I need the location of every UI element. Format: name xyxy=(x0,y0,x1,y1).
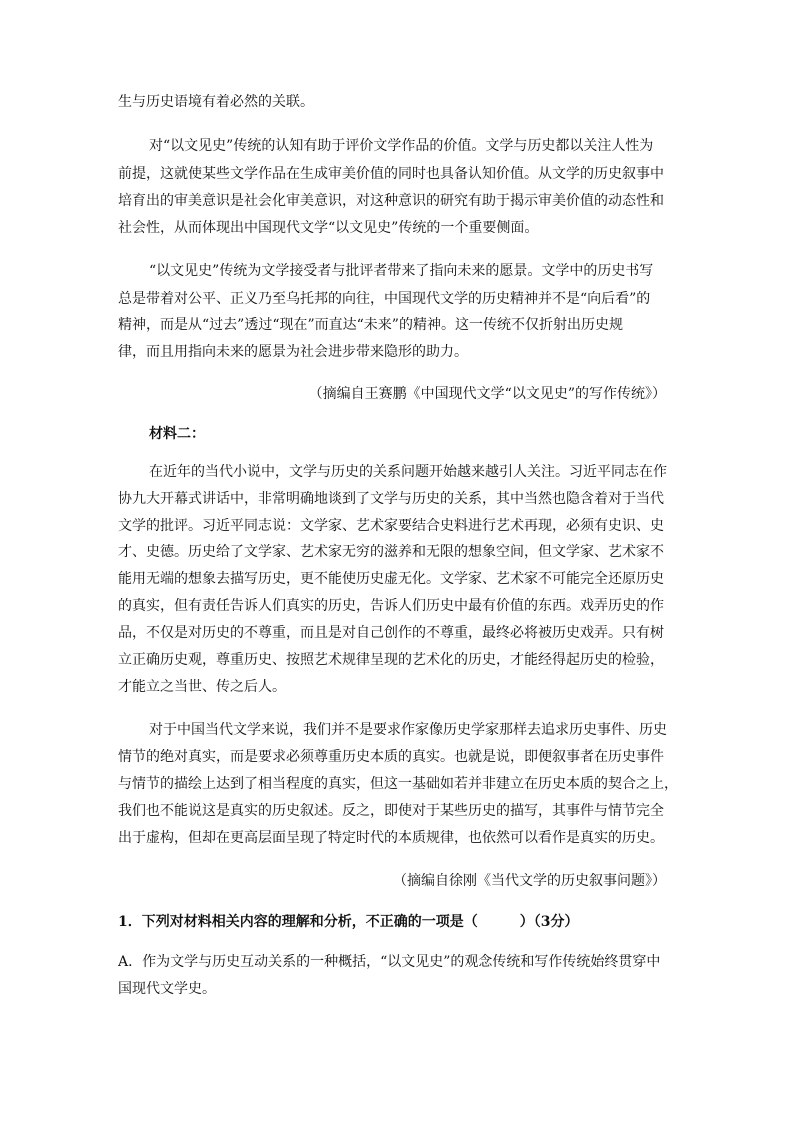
body-line: 协九大开幕式讲话中，非常明确地谈到了文学与历史的关系，其中当然也隐含着对于当代 xyxy=(118,491,664,507)
body-line: 律，而且用指向未来的愿景为社会进步带来隐形的助力。 xyxy=(118,344,468,360)
paragraph-first-line: 对于中国当代文学来说，我们并不是要求作家像历史学家那样去追求历史事件、历史 xyxy=(149,722,667,738)
paragraph-first-line: 对“以文见史”传统的认知有助于评价文学作品的价值。文学与历史都以关注人性为 xyxy=(149,138,654,154)
section-heading: 材料二： xyxy=(149,426,205,442)
body-line: 培育出的审美意识是社会化审美意识，对这种意识的研究有助于揭示审美价值的动态性和 xyxy=(118,193,664,209)
body-line: 前提，这就使某些文学作品在生成审美价值的同时也具备认知价值。从文学的历史叙事中 xyxy=(118,166,664,182)
question-stem: 1．下列对材料相关内容的理解和分析，不正确的一项是（ ）（3分） xyxy=(118,914,579,930)
source-citation: （摘编自王赛鹏《中国现代文学“以文见史”的写作传统》） xyxy=(308,386,666,402)
body-line: 生与历史语境有着必然的关联。 xyxy=(118,94,314,110)
body-line: 我们也不能说这是真实的历史叙述。反之，即使对于某些历史的描写，其事件与情节完全 xyxy=(118,803,664,819)
body-line: 的真实，但有责任告诉人们真实的历史，告诉人们历史中最有价值的东西。戏弄历史的作 xyxy=(118,598,664,614)
option-a-line: A．作为文学与历史互动关系的一种概括，“以文见史”的观念传统和写作传统始终贯穿中 xyxy=(118,954,661,970)
body-line: 与情节的描绘上达到了相当程度的真实，但这一基础如若并非建立在历史本质的契合之上， xyxy=(118,776,678,792)
option-a-line: 国现代文学史。 xyxy=(118,981,216,997)
body-line: 出于虚构，但却在更高层面呈现了特定时代的本质规律，也依然可以看作是真实的历史。 xyxy=(118,830,664,846)
paragraph-first-line: “以文见史”传统为文学接受者与批评者带来了指向未来的愿景。文学中的历史书写 xyxy=(149,263,654,279)
body-line: 精神，而是从“过去”透过“现在”而直达“未来”的精神。这一传统不仅折射出历史规 xyxy=(118,317,623,333)
body-line: 文学的批评。习近平同志说：文学家、艺术家要结合史料进行艺术再现，必须有史识、史 xyxy=(118,518,664,534)
body-line: 才、史德。历史给了文学家、艺术家无穷的滋养和无限的想象空间，但文学家、艺术家不 xyxy=(118,544,664,560)
body-line: 品，不仅是对历史的不尊重，而且是对自己创作的不尊重，最终必将被历史戏弄。只有树 xyxy=(118,625,664,641)
body-line: 情节的绝对真实，而是要求必须尊重历史本质的真实。也就是说，即便叙事者在历史事件 xyxy=(118,749,664,765)
source-citation: （摘编自徐刚《当代文学的历史叙事问题》） xyxy=(393,873,666,889)
body-line: 能用无端的想象去描写历史，更不能使历史虚无化。文学家、艺术家不可能完全还原历史 xyxy=(118,571,664,587)
paragraph-first-line: 在近年的当代小说中，文学与历史的关系问题开始越来越引人关注。习近平同志在作 xyxy=(149,464,667,480)
body-line: 立正确历史观，尊重历史、按照艺术规律呈现的艺术化的历史，才能经得起历史的检验， xyxy=(118,652,664,668)
body-line: 才能立之当世、传之后人。 xyxy=(118,679,286,695)
body-line: 社会性，从而体现出中国现代文学“以文见史”传统的一个重要侧面。 xyxy=(118,220,539,236)
body-line: 总是带着对公平、正义乃至乌托邦的向往，中国现代文学的历史精神并不是“向后看”的 xyxy=(118,291,651,307)
